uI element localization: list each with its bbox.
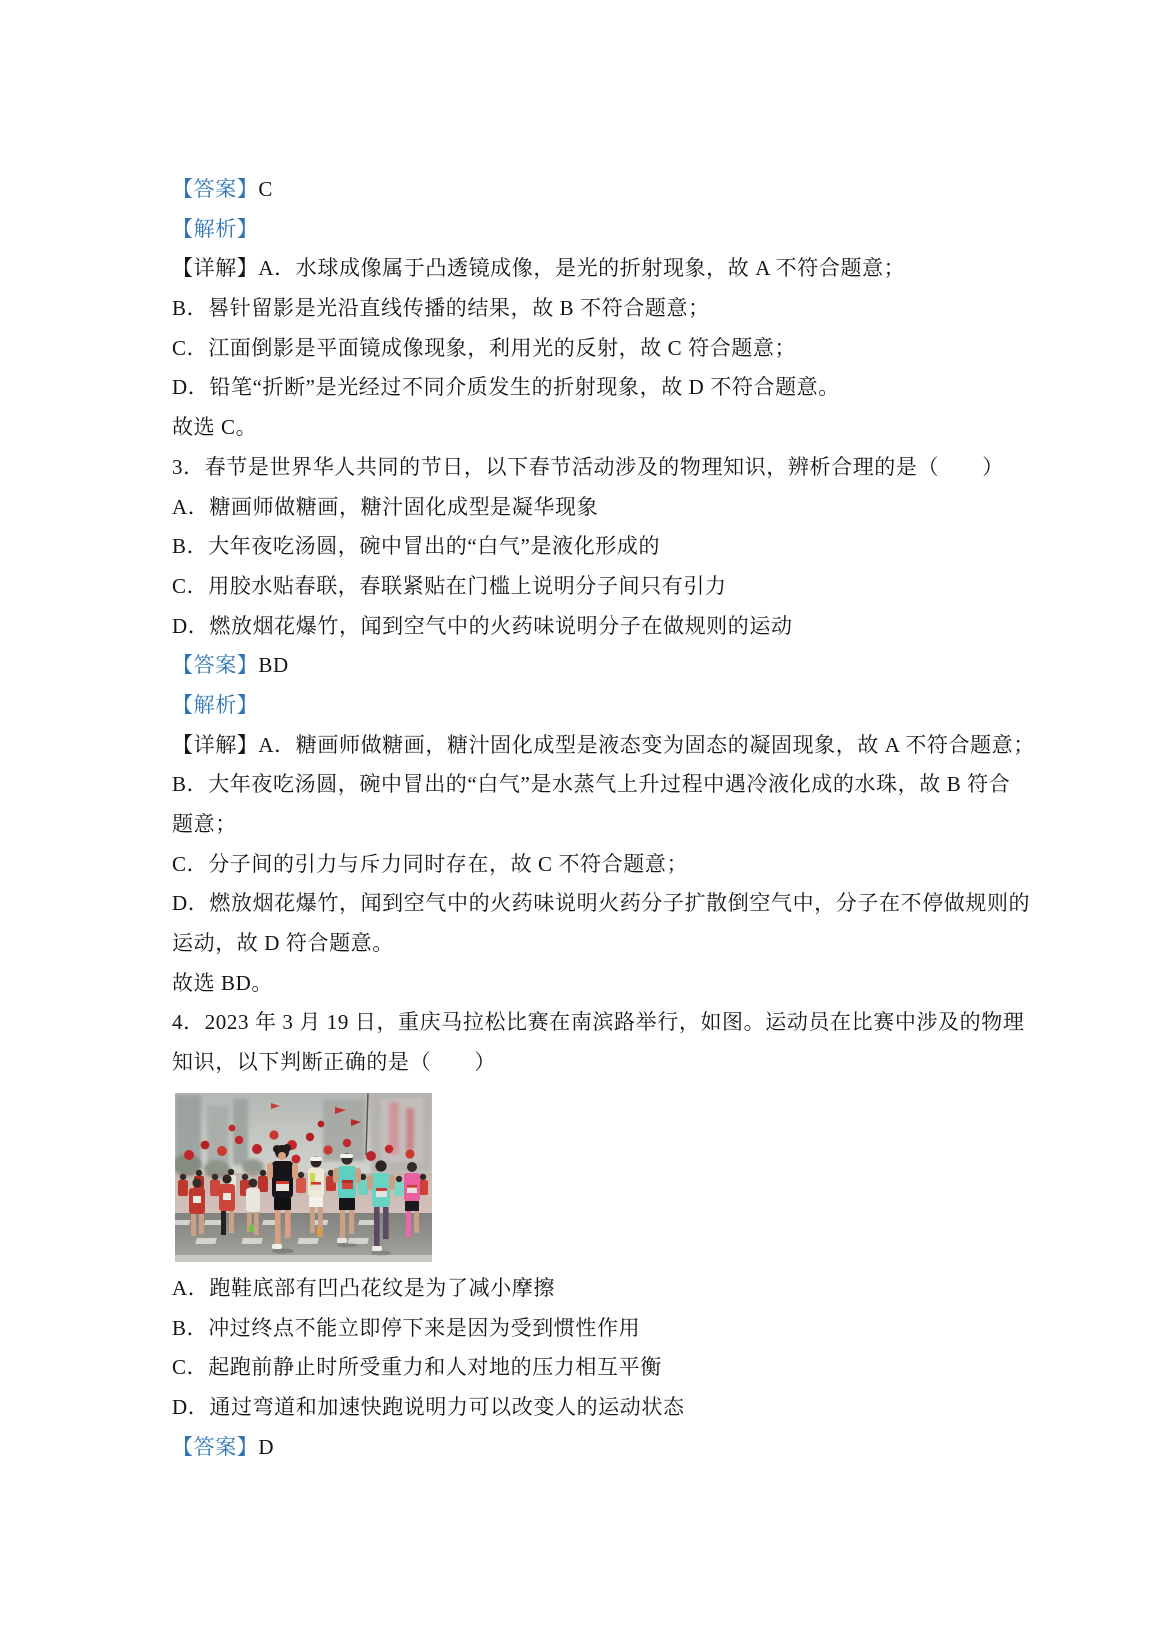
analysis-line-q3 [172, 686, 1012, 726]
answer-line-q2 [172, 170, 1012, 210]
conclusion-q2 [172, 408, 1012, 448]
detail-q3-option-c [172, 845, 1012, 885]
question-3-option-a [172, 488, 1012, 528]
detail-q2-option-d [172, 368, 1012, 408]
analysis-marker: 【解析】 [172, 692, 259, 717]
question-3-option-c [172, 567, 1012, 607]
detail-text: D．铅笔“折断”是光经过不同介质发生的折射现象，故 D 不符合题意。 [172, 375, 840, 400]
option-text: A．糖画师做糖画，糖汁固化成型是凝华现象 [172, 494, 599, 519]
detail-q2-option-b [172, 289, 1012, 329]
detail-q3-option-b [172, 765, 1012, 805]
analysis-marker: 【解析】 [172, 216, 259, 241]
question-4-option-d [172, 1388, 1012, 1428]
answer-value: C [258, 177, 274, 201]
question-4-option-b [172, 1309, 1012, 1349]
answer-marker: 【答案】 [172, 653, 259, 678]
question-4-figure [175, 1093, 432, 1262]
answer-value: D [258, 1434, 275, 1459]
document-content [172, 170, 1035, 1467]
answer-value: BD [258, 653, 289, 678]
question-text: 4．2023 年 3 月 19 日，重庆马拉松比赛在南滨路举行，如图。运动员在比赛中涉及的物理 [172, 1010, 1025, 1035]
marathon-photo [175, 1093, 432, 1262]
detail-text: 【详解】A．糖画师做糖画，糖汁固化成型是液态变为固态的凝固现象，故 A 不符合题意； [172, 732, 1035, 757]
detail-q2-option-c [172, 329, 1012, 369]
detail-text: B．晷针留影是光沿直线传播的结果，故 B 不符合题意； [172, 296, 710, 321]
answer-marker: 【答案】 [172, 177, 259, 201]
conclusion-text: 故选 BD。 [172, 970, 274, 995]
question-3-stem [172, 448, 1012, 488]
question-text: 知识，以下判断正确的是（ ） [172, 1050, 496, 1075]
detail-q3-option-b-wrap [172, 805, 1012, 845]
option-text: D．通过弯道和加速快跑说明力可以改变人的运动状态 [172, 1394, 685, 1419]
question-text: 3．春节是世界华人共同的节日，以下春节活动涉及的物理知识，辨析合理的是（ ） [172, 454, 1004, 479]
option-text: B．大年夜吃汤圆，碗中冒出的“白气”是液化形成的 [172, 534, 661, 559]
analysis-line-q2 [172, 210, 1012, 250]
detail-text: 题意； [172, 812, 237, 836]
photo-curb [175, 1255, 432, 1262]
detail-q3-option-d-wrap [172, 924, 1012, 964]
question-4-stem-wrap [172, 1043, 1012, 1083]
detail-q3-option-a [172, 726, 1035, 766]
question-4-option-c [172, 1348, 1012, 1388]
option-text: C．用胶水贴春联，春联紧贴在门槛上说明分子间只有引力 [172, 573, 727, 598]
option-text: A．跑鞋底部有凹凸花纹是为了减小摩擦 [172, 1275, 555, 1300]
conclusion-q3 [172, 964, 1012, 1004]
question-3-option-d [172, 607, 1012, 647]
answer-marker: 【答案】 [172, 1434, 259, 1459]
question-4-option-a [172, 1269, 1012, 1309]
option-text: C．起跑前静止时所受重力和人对地的压力相互平衡 [172, 1355, 662, 1380]
answer-line-q4 [172, 1428, 1012, 1468]
question-3-option-b [172, 527, 1012, 567]
detail-q3-option-d [172, 884, 1031, 924]
answer-line-q3 [172, 646, 1012, 686]
option-text: D．燃放烟花爆竹，闻到空气中的火药味说明分子在做规则的运动 [172, 613, 793, 638]
detail-text: 【详解】A．水球成像属于凸透镜成像，是光的折射现象，故 A 不符合题意； [172, 256, 906, 281]
detail-text: B．大年夜吃汤圆，碗中冒出的“白气”是水蒸气上升过程中遇冷液化成的水珠，故 B 符合 [172, 772, 1011, 797]
option-text: B．冲过终点不能立即停下来是因为受到惯性作用 [172, 1315, 641, 1340]
question-4-stem [172, 1003, 1025, 1043]
detail-text: 运动，故 D 符合题意。 [172, 931, 394, 956]
conclusion-text: 故选 C。 [172, 415, 258, 440]
detail-text: C．分子间的引力与斥力同时存在，故 C 不符合题意； [172, 851, 689, 876]
detail-text: C．江面倒影是平面镜成像现象，利用光的反射，故 C 符合题意； [172, 335, 797, 360]
detail-q2-option-a [172, 249, 1012, 289]
detail-text: D．燃放烟花爆竹，闻到空气中的火药味说明火药分子扩散倒空气中，分子在不停做规则的 [172, 891, 1031, 916]
